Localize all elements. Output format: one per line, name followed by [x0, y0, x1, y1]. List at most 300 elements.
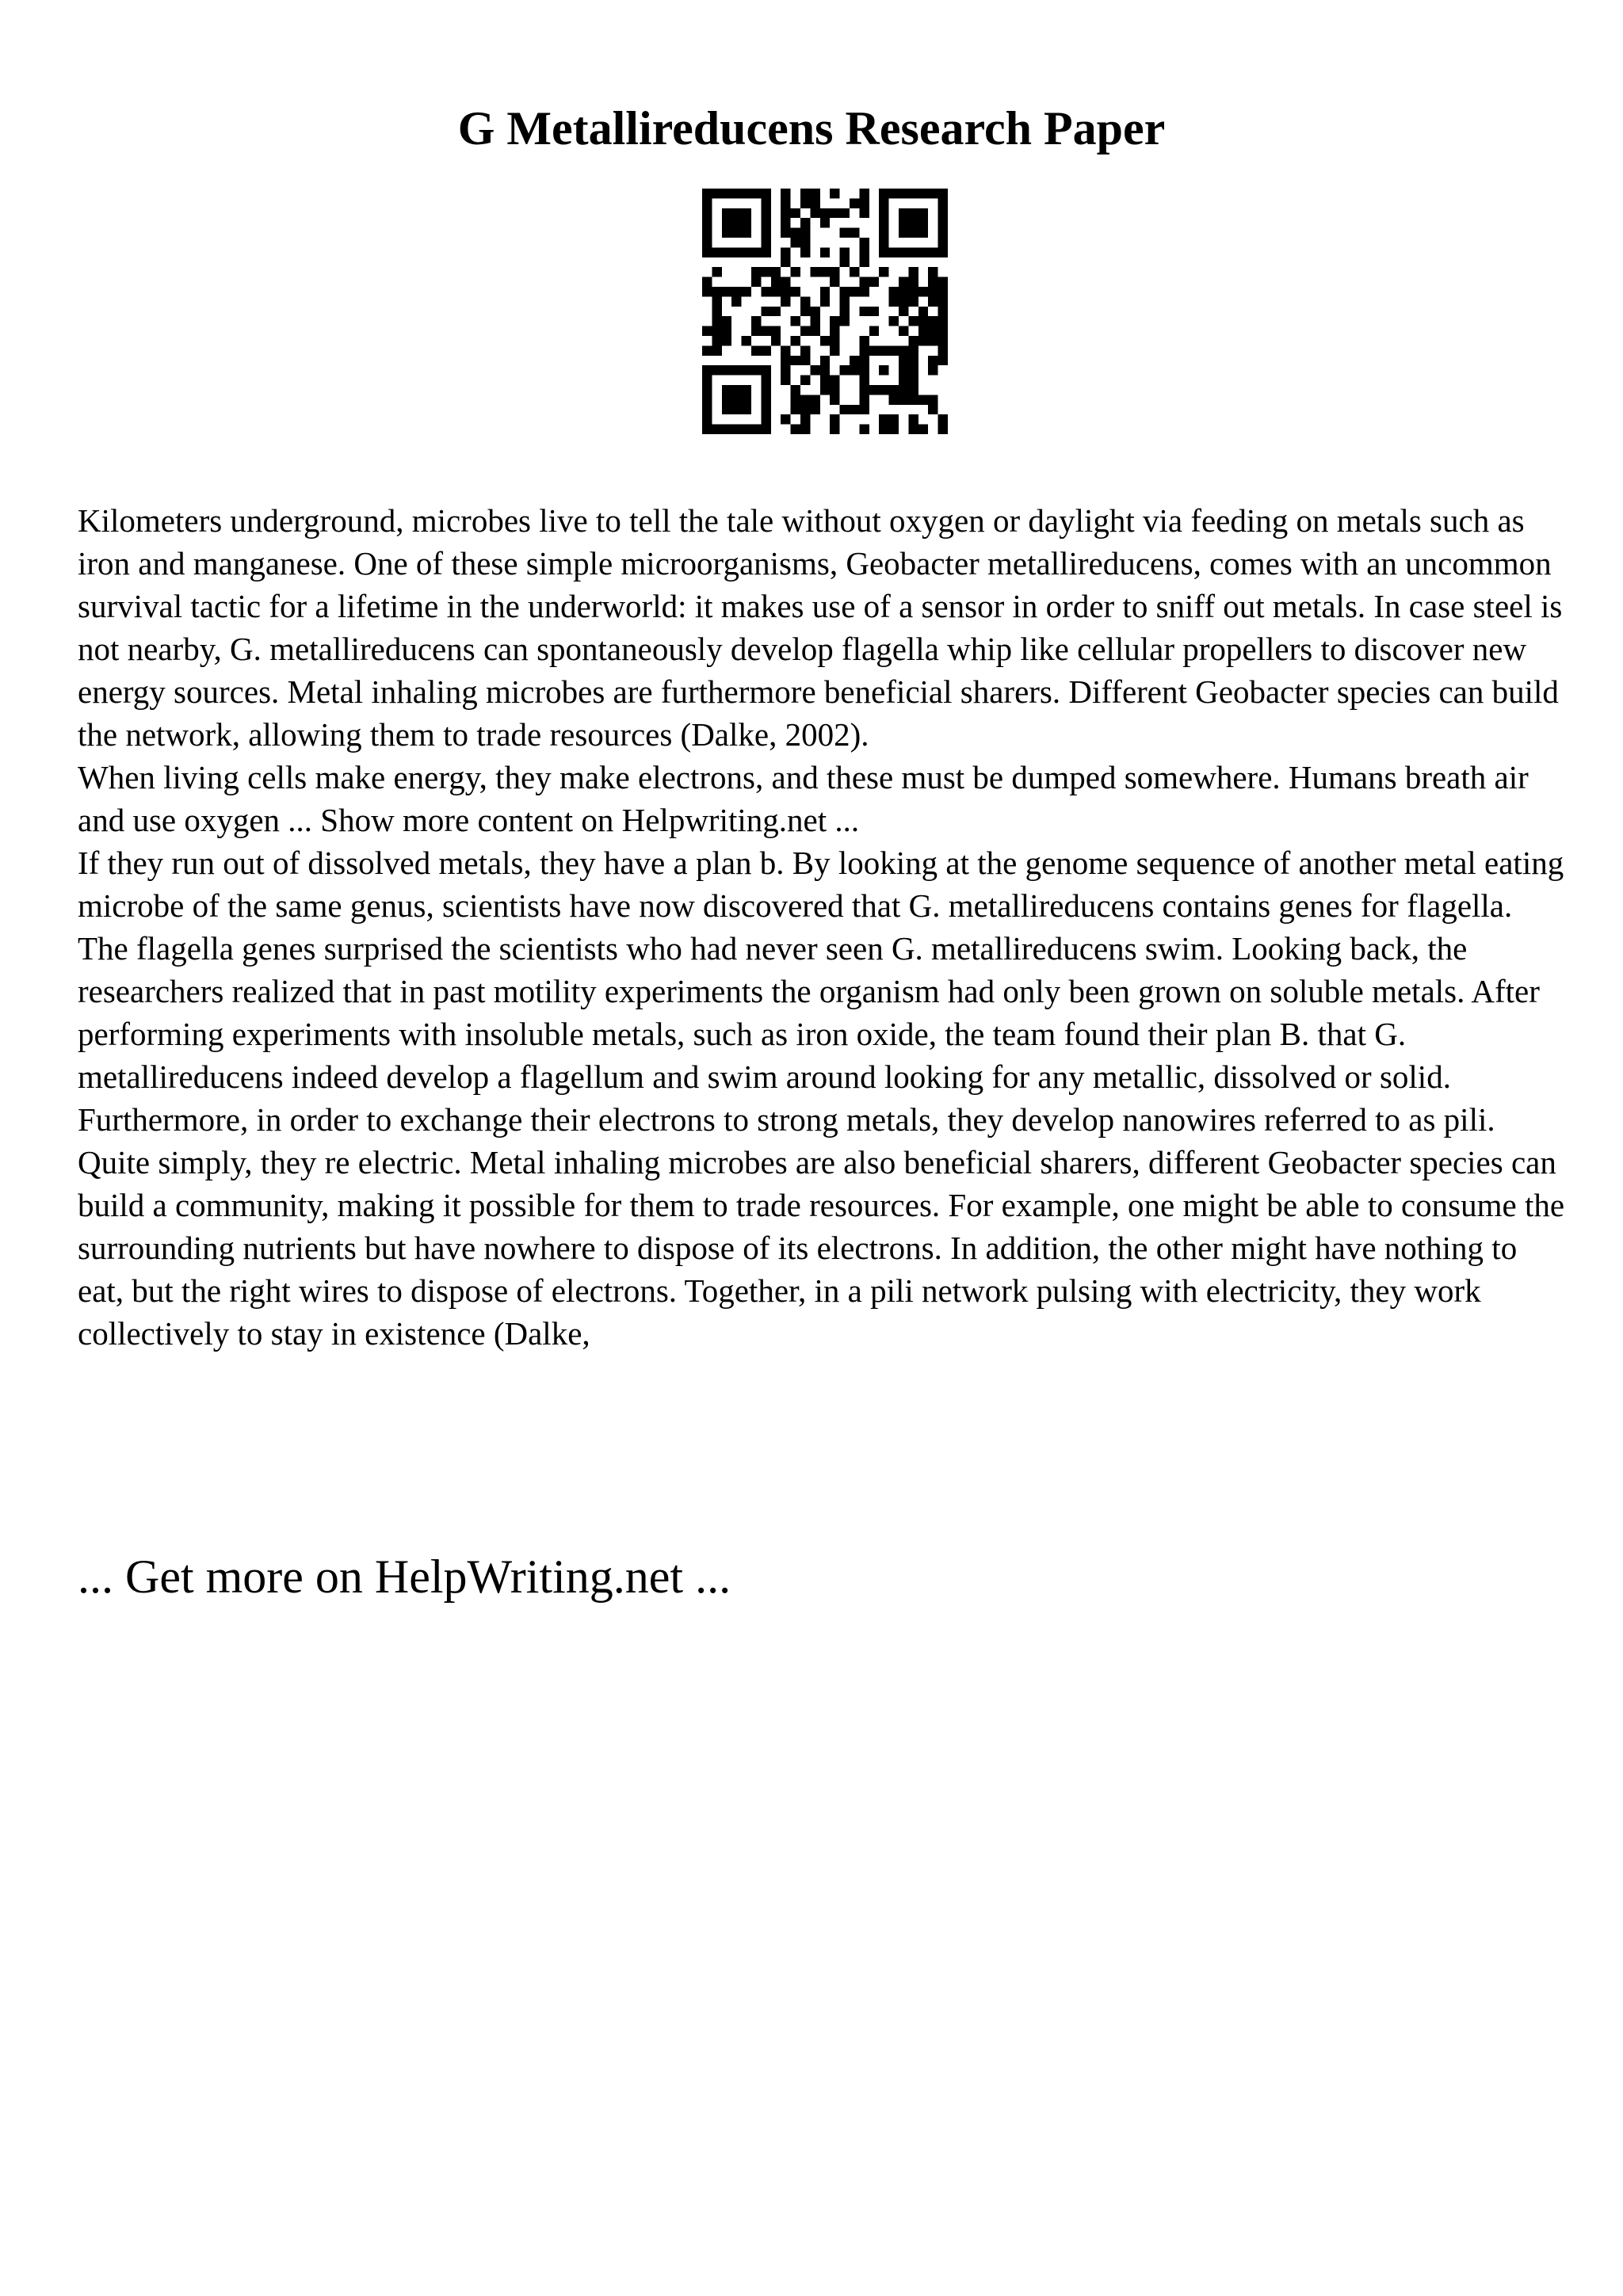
- qr-module: [938, 345, 948, 355]
- qr-module: [702, 238, 712, 247]
- qr-module: [879, 267, 888, 277]
- qr-module: [889, 247, 899, 257]
- qr-module: [810, 326, 819, 336]
- qr-module: [761, 307, 770, 316]
- qr-module: [810, 395, 819, 404]
- qr-module: [761, 228, 770, 238]
- qr-module: [889, 316, 899, 326]
- qr-code-graphic: [702, 189, 948, 434]
- qr-module: [731, 395, 741, 404]
- qr-module: [791, 336, 800, 345]
- qr-module: [879, 247, 888, 257]
- qr-module: [731, 385, 741, 395]
- qr-module: [859, 277, 869, 287]
- qr-module: [830, 189, 839, 198]
- qr-module: [702, 365, 712, 375]
- qr-module: [859, 307, 869, 316]
- qr-module: [751, 267, 761, 277]
- qr-module: [742, 208, 751, 218]
- qr-module: [899, 287, 908, 296]
- qr-module: [742, 365, 751, 375]
- qr-module: [928, 277, 938, 287]
- qr-module: [938, 208, 948, 218]
- qr-module: [830, 267, 839, 277]
- qr-module: [712, 307, 721, 316]
- qr-module: [731, 218, 741, 227]
- qr-module: [810, 267, 819, 277]
- qr-module: [781, 356, 790, 365]
- qr-module: [908, 208, 918, 218]
- qr-module: [830, 385, 839, 395]
- qr-module: [712, 336, 721, 345]
- qr-module: [761, 218, 770, 227]
- qr-module: [731, 228, 741, 238]
- qr-module: [908, 277, 918, 287]
- qr-module: [908, 316, 918, 326]
- qr-module: [722, 336, 731, 345]
- qr-module: [820, 267, 830, 277]
- qr-module: [918, 326, 928, 336]
- qr-module: [879, 218, 888, 227]
- qr-module: [742, 287, 751, 296]
- qr-module: [791, 395, 800, 404]
- qr-module: [908, 296, 918, 306]
- qr-module: [879, 425, 888, 434]
- qr-module: [840, 208, 850, 218]
- article-body: [78, 499, 1568, 1355]
- qr-module: [928, 326, 938, 336]
- qr-module: [830, 208, 839, 218]
- qr-module: [810, 365, 819, 375]
- qr-module: [712, 365, 721, 375]
- qr-module: [761, 208, 770, 218]
- qr-module: [731, 405, 741, 414]
- qr-module: [791, 405, 800, 414]
- qr-module: [899, 296, 908, 306]
- qr-module: [908, 218, 918, 227]
- qr-module: [899, 365, 908, 375]
- qr-module: [899, 345, 908, 355]
- qr-module: [899, 218, 908, 227]
- qr-module: [761, 345, 770, 355]
- qr-module: [761, 414, 770, 424]
- qr-module: [928, 405, 938, 414]
- qr-module: [791, 228, 800, 238]
- qr-module: [899, 356, 908, 365]
- qr-module: [800, 296, 810, 306]
- qr-module: [712, 316, 721, 326]
- qr-module: [742, 247, 751, 257]
- qr-module: [820, 356, 830, 365]
- qr-module: [928, 247, 938, 257]
- qr-module: [702, 198, 712, 208]
- qr-code-icon: [702, 189, 948, 434]
- qr-module: [810, 208, 819, 218]
- qr-module: [899, 395, 908, 404]
- qr-module: [800, 395, 810, 404]
- qr-module: [840, 287, 850, 296]
- qr-module: [800, 425, 810, 434]
- qr-module: [918, 395, 928, 404]
- qr-module: [781, 287, 790, 296]
- qr-module: [791, 385, 800, 395]
- qr-module: [830, 425, 839, 434]
- qr-module: [918, 189, 928, 198]
- qr-module: [771, 267, 781, 277]
- qr-module: [702, 189, 712, 198]
- qr-module: [850, 267, 859, 277]
- qr-module: [800, 307, 810, 316]
- qr-module: [800, 345, 810, 355]
- qr-module: [761, 376, 770, 385]
- qr-module: [702, 385, 712, 395]
- qr-module: [702, 425, 712, 434]
- qr-module: [800, 198, 810, 208]
- qr-module: [800, 238, 810, 247]
- qr-module: [820, 287, 830, 296]
- qr-module: [722, 208, 731, 218]
- qr-module: [869, 326, 879, 336]
- qr-module: [830, 326, 839, 336]
- qr-module: [722, 365, 731, 375]
- qr-module: [702, 228, 712, 238]
- qr-module: [781, 365, 790, 375]
- qr-module: [830, 336, 839, 345]
- qr-module: [810, 316, 819, 326]
- qr-module: [938, 326, 948, 336]
- qr-module: [712, 425, 721, 434]
- qr-module: [859, 247, 869, 257]
- qr-module: [928, 316, 938, 326]
- qr-module: [840, 296, 850, 306]
- qr-module: [742, 189, 751, 198]
- qr-module: [840, 257, 850, 267]
- qr-module: [908, 336, 918, 345]
- qr-module: [840, 247, 850, 257]
- get-more-link[interactable]: ... Get more on HelpWriting.net ...: [78, 1550, 731, 1603]
- qr-module: [771, 326, 781, 336]
- qr-module: [731, 247, 741, 257]
- qr-module: [810, 405, 819, 414]
- qr-module: [879, 189, 888, 198]
- qr-module: [918, 218, 928, 227]
- qr-module: [918, 307, 928, 316]
- qr-module: [742, 385, 751, 395]
- qr-module: [791, 267, 800, 277]
- qr-module: [928, 296, 938, 306]
- qr-module: [850, 228, 859, 238]
- qr-module: [761, 405, 770, 414]
- qr-module: [859, 336, 869, 345]
- qr-module: [899, 277, 908, 287]
- qr-module: [830, 345, 839, 355]
- qr-module: [761, 287, 770, 296]
- qr-module: [751, 326, 761, 336]
- qr-module: [908, 385, 918, 395]
- qr-module: [791, 425, 800, 434]
- qr-module: [918, 316, 928, 326]
- qr-module: [879, 345, 888, 355]
- qr-module: [731, 365, 741, 375]
- qr-module: [702, 208, 712, 218]
- qr-module: [938, 238, 948, 247]
- qr-module: [850, 287, 859, 296]
- page-title: G Metallireducens Research Paper: [457, 102, 1166, 154]
- qr-module: [731, 208, 741, 218]
- qr-module: [731, 287, 741, 296]
- qr-module: [859, 257, 869, 267]
- qr-module: [908, 345, 918, 355]
- qr-module: [702, 326, 712, 336]
- qr-module: [751, 425, 761, 434]
- qr-module: [742, 336, 751, 345]
- qr-module: [702, 218, 712, 227]
- qr-module: [800, 414, 810, 424]
- qr-module: [859, 208, 869, 218]
- qr-module: [928, 365, 938, 375]
- qr-module: [702, 395, 712, 404]
- qr-module: [791, 287, 800, 296]
- qr-module: [879, 228, 888, 238]
- qr-module: [742, 425, 751, 434]
- qr-module: [840, 365, 850, 375]
- qr-module: [810, 307, 819, 316]
- qr-module: [928, 336, 938, 345]
- qr-module: [761, 395, 770, 404]
- qr-module: [918, 287, 928, 296]
- qr-module: [761, 326, 770, 336]
- qr-module: [859, 395, 869, 404]
- qr-module: [830, 277, 839, 287]
- qr-module: [899, 385, 908, 395]
- qr-module: [820, 296, 830, 306]
- qr-module: [879, 238, 888, 247]
- qr-module: [908, 247, 918, 257]
- qr-module: [850, 356, 859, 365]
- qr-module: [859, 425, 869, 434]
- qr-module: [702, 414, 712, 424]
- qr-module: [938, 425, 948, 434]
- qr-module: [859, 385, 869, 395]
- qr-module: [899, 247, 908, 257]
- qr-module: [918, 228, 928, 238]
- qr-module: [869, 345, 879, 355]
- qr-module: [869, 385, 879, 395]
- qr-module: [731, 296, 741, 306]
- qr-module: [938, 296, 948, 306]
- qr-module: [722, 189, 731, 198]
- qr-module: [908, 414, 918, 424]
- qr-module: [761, 425, 770, 434]
- qr-module: [899, 326, 908, 336]
- qr-module: [928, 267, 938, 277]
- qr-module: [840, 228, 850, 238]
- qr-module: [761, 238, 770, 247]
- qr-module: [712, 247, 721, 257]
- qr-module: [938, 218, 948, 227]
- qr-module: [869, 307, 879, 316]
- qr-module: [761, 267, 770, 277]
- qr-module: [781, 345, 790, 355]
- qr-module: [938, 414, 948, 424]
- qr-module: [722, 218, 731, 227]
- qr-module: [928, 356, 938, 365]
- qr-module: [889, 345, 899, 355]
- qr-module: [850, 405, 859, 414]
- qr-module: [859, 238, 869, 247]
- qr-module: [761, 247, 770, 257]
- qr-module: [800, 405, 810, 414]
- qr-module: [800, 326, 810, 336]
- qr-module: [702, 405, 712, 414]
- qr-module: [742, 395, 751, 404]
- qr-module: [908, 365, 918, 375]
- qr-module: [928, 287, 938, 296]
- qr-module: [722, 316, 731, 326]
- qr-module: [722, 228, 731, 238]
- qr-module: [938, 316, 948, 326]
- qr-module: [889, 395, 899, 404]
- qr-module: [820, 247, 830, 257]
- paragraph-main: If they run out of dissolved metals, they have a plan b. By looking at the genome sequence of another metal eating microbe of the same genus, scientists have now discovered that G. metallireducens contains genes for flagella. The flagella genes surprised the scientists who had never seen G. metallireducens swim. Looking back, the researchers realized that in past motility experiments the organism had only been grown on soluble metals. After performing experiments with insoluble metals, such as iron oxide, the team found their plan B. that G. metallireducens indeed develop a flagellum and swim around looking for any metallic, dissolved or solid. Furthermore, in order to exchange their electrons to strong metals, they develop nanowires referred to as pili. Quite simply, they re electric. Metal inhaling microbes are also beneficial sharers, different Geobacter species can build a community, making it possible for them to trade resources. For example, one might be able to consume the surrounding nutrients but have nowhere to dispose of its electrons. In addition, the other might have nothing to eat, but the right wires to dispose of electrons. Together, in a pili network pulsing with electricity, they work collectively to stay in existence (Dalke,: [78, 845, 1565, 1352]
- qr-module: [908, 287, 918, 296]
- qr-module: [751, 316, 761, 326]
- qr-module: [771, 277, 781, 287]
- qr-module: [702, 277, 712, 287]
- qr-module: [791, 238, 800, 247]
- qr-module: [859, 345, 869, 355]
- qr-module: [771, 287, 781, 296]
- qr-module: [712, 189, 721, 198]
- qr-module: [899, 376, 908, 385]
- qr-module: [781, 208, 790, 218]
- qr-module: [889, 296, 899, 306]
- qr-module: [850, 365, 859, 375]
- qr-module: [889, 425, 899, 434]
- qr-module: [889, 287, 899, 296]
- qr-module: [918, 247, 928, 257]
- qr-module: [742, 228, 751, 238]
- qr-module: [791, 316, 800, 326]
- qr-module: [751, 277, 761, 287]
- qr-module: [712, 287, 721, 296]
- qr-module: [908, 356, 918, 365]
- qr-module: [791, 208, 800, 218]
- qr-module: [722, 247, 731, 257]
- qr-module: [781, 414, 790, 424]
- qr-module: [840, 405, 850, 414]
- qr-module: [938, 356, 948, 365]
- qr-module: [771, 307, 781, 316]
- qr-module: [800, 356, 810, 365]
- qr-module: [781, 198, 790, 208]
- qr-module: [712, 296, 721, 306]
- qr-module: [820, 336, 830, 345]
- qr-module: [722, 405, 731, 414]
- qr-module: [761, 189, 770, 198]
- qr-module: [879, 198, 888, 208]
- qr-module: [820, 376, 830, 385]
- qr-module: [702, 345, 712, 355]
- qr-module: [830, 395, 839, 404]
- qr-module: [781, 376, 790, 385]
- qr-module: [928, 395, 938, 404]
- qr-module: [781, 277, 790, 287]
- qr-module: [781, 218, 790, 227]
- qr-module: [918, 336, 928, 345]
- qr-module: [810, 198, 819, 208]
- qr-module: [761, 365, 770, 375]
- qr-module: [722, 395, 731, 404]
- qr-module: [938, 228, 948, 238]
- qr-module: [850, 198, 859, 208]
- qr-module: [731, 189, 741, 198]
- qr-module: [908, 395, 918, 404]
- qr-module: [908, 425, 918, 434]
- paragraph-teaser: When living cells make energy, they make electrons, and these must be dumped somewhere. Humans breath air and use oxygen ... Show more content on Helpwriting.net ...: [78, 759, 1529, 838]
- qr-module: [722, 287, 731, 296]
- qr-module: [938, 198, 948, 208]
- qr-module: [820, 208, 830, 218]
- qr-module: [731, 425, 741, 434]
- qr-module: [859, 189, 869, 198]
- qr-module: [820, 385, 830, 395]
- qr-module: [722, 425, 731, 434]
- qr-module: [781, 247, 790, 257]
- qr-module: [938, 189, 948, 198]
- qr-module: [712, 345, 721, 355]
- qr-module: [702, 287, 712, 296]
- qr-module: [712, 267, 721, 277]
- qr-module: [702, 376, 712, 385]
- qr-module: [751, 247, 761, 257]
- qr-module: [751, 189, 761, 198]
- qr-module: [908, 376, 918, 385]
- qr-module: [889, 189, 899, 198]
- qr-module: [918, 425, 928, 434]
- qr-module: [781, 228, 790, 238]
- qr-module: [889, 414, 899, 424]
- qr-module: [938, 287, 948, 296]
- qr-module: [899, 208, 908, 218]
- qr-module: [781, 296, 790, 306]
- qr-module: [800, 218, 810, 227]
- qr-module: [869, 277, 879, 287]
- qr-module: [830, 376, 839, 385]
- qr-module: [761, 198, 770, 208]
- qr-module: [908, 189, 918, 198]
- qr-module: [908, 228, 918, 238]
- qr-module: [938, 307, 948, 316]
- qr-module: [800, 189, 810, 198]
- qr-module: [938, 277, 948, 287]
- qr-module: [751, 365, 761, 375]
- qr-module: [879, 208, 888, 218]
- qr-module: [918, 208, 928, 218]
- qr-module: [781, 189, 790, 198]
- qr-module: [830, 414, 839, 424]
- qr-module: [791, 356, 800, 365]
- qr-module: [899, 228, 908, 238]
- qr-module: [820, 365, 830, 375]
- qr-module: [722, 326, 731, 336]
- qr-module: [899, 189, 908, 198]
- qr-module: [800, 247, 810, 257]
- qr-module: [840, 307, 850, 316]
- qr-module: [702, 247, 712, 257]
- qr-module: [889, 385, 899, 395]
- qr-module: [938, 247, 948, 257]
